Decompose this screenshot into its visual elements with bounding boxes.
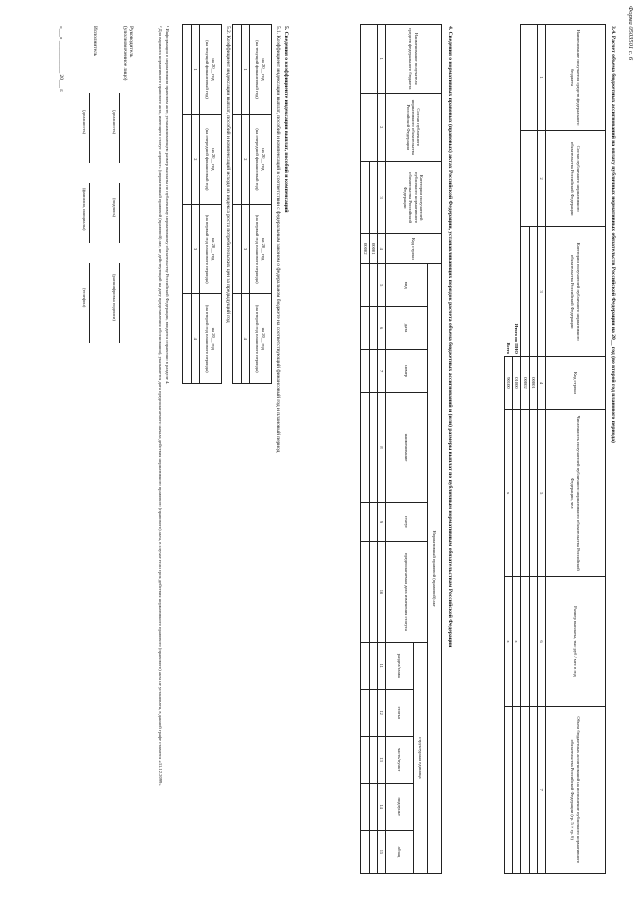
year-label: на 20__ год bbox=[260, 148, 266, 171]
col-header: Наименование получателя средств федерального бюджета bbox=[386, 25, 442, 94]
cell[interactable] bbox=[521, 227, 529, 357]
col-header bbox=[200, 114, 222, 204]
cell[interactable] bbox=[369, 264, 377, 307]
table-header-row bbox=[200, 25, 222, 384]
cell[interactable] bbox=[369, 307, 377, 350]
executor-fio-line[interactable] bbox=[89, 183, 90, 243]
cell[interactable] bbox=[369, 393, 377, 503]
cell[interactable] bbox=[369, 783, 377, 830]
col-header bbox=[250, 204, 272, 294]
period-label: (на первый год планового периода) bbox=[205, 214, 211, 284]
cell[interactable] bbox=[232, 25, 241, 115]
head-signature-line[interactable] bbox=[119, 183, 120, 243]
col-number: 2 bbox=[241, 114, 249, 204]
col-header: Категории получателей публичного нормативного обязательства Российской Федерации bbox=[546, 227, 606, 357]
cell[interactable] bbox=[529, 409, 537, 576]
cell[interactable] bbox=[361, 307, 369, 350]
col-number: 7 bbox=[537, 706, 545, 874]
col-header: Состав публичного нормативного обязательства Российской Федерации bbox=[386, 93, 442, 161]
col-header bbox=[250, 114, 272, 204]
cell[interactable] bbox=[182, 204, 191, 294]
cell[interactable] bbox=[361, 502, 369, 541]
cell[interactable] bbox=[361, 25, 378, 94]
year-label: на 20__ год bbox=[260, 237, 266, 261]
col-header: статья bbox=[386, 689, 414, 736]
col-number: 14 bbox=[377, 783, 385, 830]
cell[interactable] bbox=[521, 25, 538, 131]
col-header: статус bbox=[386, 502, 428, 541]
cell[interactable] bbox=[513, 409, 521, 576]
col-number: 13 bbox=[377, 736, 385, 783]
total-row bbox=[504, 25, 512, 874]
col-header bbox=[200, 204, 222, 294]
cell[interactable] bbox=[232, 294, 241, 384]
table-header-row bbox=[428, 25, 442, 874]
form-code: Форма 0503501 с. 6 bbox=[627, 6, 634, 61]
section-4-title: 4. Сведения о нормативных правовых (правовых) актах Российской Федерации, устанавливающих порядок расчета объема бюджетных ассигнований и (или) размеры выплат по публичным нормативным обязательствам Российской Федерации bbox=[447, 26, 453, 648]
col-number: 1 bbox=[537, 25, 545, 131]
table-row bbox=[529, 25, 537, 874]
col-number: 4 bbox=[377, 234, 385, 264]
period-label: (на второй год планового периода) bbox=[205, 304, 211, 373]
head-position-line[interactable] bbox=[119, 93, 120, 163]
col-header: Численность получателей публичного нормативного обязательства Российской Федерации, чел bbox=[546, 409, 606, 576]
col-number: 3 bbox=[191, 204, 199, 294]
cell[interactable] bbox=[182, 25, 191, 115]
x-mark: х bbox=[504, 577, 512, 706]
year-label: на 20__ год bbox=[210, 148, 216, 171]
head-signature-label: Руководитель (уполномоченное лицо) bbox=[122, 26, 134, 81]
cell[interactable] bbox=[232, 204, 241, 294]
table-header-row bbox=[546, 25, 606, 874]
section-5-2-title: 5.2. Коэффициент индексации выплат, пособий и компенсаций исходя из индекса роста потребительских цен за предыдущий год bbox=[225, 26, 231, 323]
period-label: (на очередной финансовый год) bbox=[255, 128, 261, 191]
section-4-table bbox=[360, 24, 442, 874]
cell[interactable] bbox=[521, 409, 529, 576]
cell[interactable] bbox=[182, 114, 191, 204]
total-label: Всего bbox=[506, 342, 512, 354]
column-number-row bbox=[191, 25, 199, 384]
col-number: 7 bbox=[377, 350, 385, 393]
x-mark: х bbox=[513, 577, 521, 706]
col-number: 15 bbox=[377, 830, 385, 873]
col-header: Размер выплаты, тыс руб / мес в год bbox=[546, 577, 606, 706]
cell[interactable] bbox=[361, 161, 369, 233]
col-header: номер bbox=[386, 350, 428, 393]
head-decoding-line[interactable] bbox=[119, 263, 120, 343]
cell[interactable] bbox=[361, 642, 369, 689]
col-number: 5 bbox=[537, 409, 545, 576]
cell[interactable] bbox=[369, 736, 377, 783]
period-label: (на текущий финансовый год) bbox=[205, 40, 211, 99]
col-header: наименование bbox=[386, 393, 428, 503]
group-header: структурная единица bbox=[414, 642, 428, 873]
cell[interactable] bbox=[361, 689, 369, 736]
cell[interactable] bbox=[529, 706, 537, 874]
executor-position-line[interactable] bbox=[89, 93, 90, 163]
col-header: Объем бюджетных ассигнований на исполнение публичного нормативного обязательства Российской Федерации (гр. 5 × гр. 6) bbox=[546, 706, 606, 874]
phone-caption: (телефон) bbox=[82, 288, 87, 308]
section-3-4-title: 3.4. Расчет объема бюджетных ассигнований на оплату публичных нормативных обязательств Российской Федерации на 20__ год (во второй год планового периода) bbox=[610, 26, 616, 443]
cell[interactable] bbox=[521, 130, 538, 226]
year-label: на 20__ год bbox=[210, 58, 216, 81]
col-header: Код строки bbox=[386, 234, 442, 264]
col-number: 8 bbox=[377, 393, 385, 503]
footnote-1: ¹ Информация о нормативном правовом акте, устанавливающем размер выплаты по публичному нормативному обязательству Российской Федерации, вводится справочно в разделе 4. bbox=[165, 26, 170, 385]
cell[interactable] bbox=[369, 689, 377, 736]
col-header: часть/пункт bbox=[386, 736, 414, 783]
col-number: 1 bbox=[377, 25, 385, 94]
col-header bbox=[250, 294, 272, 384]
col-number: 4 bbox=[241, 294, 249, 384]
col-header: Код строки bbox=[546, 356, 606, 409]
section-5-1-title: 5.1. Коэффициент индексации выплат, пособий и компенсаций в соответствии с федеральным законом о федеральном бюджете на соответствующий финансовый год и плановый период bbox=[275, 26, 281, 453]
year-label: на 20__ год bbox=[260, 327, 266, 350]
total-ppo-row bbox=[513, 25, 521, 874]
col-number: 4 bbox=[537, 356, 545, 409]
column-number-row bbox=[537, 25, 545, 874]
col-number: 4 bbox=[191, 294, 199, 384]
col-header: подпункт bbox=[386, 783, 414, 830]
column-number-row bbox=[241, 25, 249, 384]
cell[interactable] bbox=[361, 783, 369, 830]
col-header bbox=[200, 294, 222, 384]
table-row bbox=[232, 25, 241, 384]
col-number: 11 bbox=[377, 642, 385, 689]
cell[interactable] bbox=[529, 577, 537, 706]
cell[interactable] bbox=[182, 294, 191, 384]
cell[interactable] bbox=[232, 114, 241, 204]
cell[interactable] bbox=[504, 706, 512, 874]
cell[interactable] bbox=[521, 706, 529, 874]
date-field[interactable]: «___» ____________ 20___ г. bbox=[58, 26, 64, 93]
col-number: 5 bbox=[377, 264, 385, 307]
col-number: 6 bbox=[377, 307, 385, 350]
cell[interactable] bbox=[513, 706, 521, 874]
decoding-caption: (расшифровка подписи) bbox=[112, 274, 117, 321]
col-number: 1 bbox=[241, 25, 249, 115]
period-label: (на очередной финансовый год) bbox=[205, 128, 211, 191]
year-label: на 20__ год bbox=[210, 327, 216, 350]
col-number: 10 bbox=[377, 542, 385, 642]
col-number: 12 bbox=[377, 689, 385, 736]
cell[interactable] bbox=[369, 502, 377, 541]
period-label: (на первый год планового периода) bbox=[255, 214, 261, 284]
cell[interactable] bbox=[361, 93, 378, 161]
table-row bbox=[369, 25, 377, 874]
cell[interactable] bbox=[369, 161, 377, 233]
cell[interactable] bbox=[369, 350, 377, 393]
position-caption: (должность) bbox=[112, 110, 117, 135]
cell[interactable] bbox=[369, 642, 377, 689]
col-header: дата bbox=[386, 307, 428, 350]
col-number: 1 bbox=[191, 25, 199, 115]
cell[interactable] bbox=[361, 542, 369, 642]
table-header-row bbox=[250, 25, 272, 384]
cell[interactable] bbox=[369, 542, 377, 642]
col-header: абзац bbox=[386, 830, 414, 873]
col-number: 3 bbox=[377, 161, 385, 233]
section-5-2-table bbox=[182, 24, 222, 384]
cell[interactable] bbox=[361, 830, 369, 873]
group-header: Нормативный правовой (правовой) акт bbox=[428, 264, 442, 874]
position-caption: (должность) bbox=[82, 110, 87, 135]
executor-phone-line[interactable] bbox=[89, 263, 90, 343]
rotated-form-content bbox=[20, 18, 620, 888]
column-number-row bbox=[377, 25, 385, 874]
row-code: 00002 bbox=[521, 356, 529, 409]
cell[interactable] bbox=[529, 227, 537, 357]
signature-caption: (подпись) bbox=[112, 198, 117, 218]
total-ppo-label: Итого по ПНО bbox=[514, 323, 520, 354]
section-5-1-table bbox=[232, 24, 272, 384]
cell[interactable] bbox=[521, 577, 529, 706]
col-header: Состав публичного нормативного обязательства Российской Федерации bbox=[546, 130, 606, 226]
row-code: 00002 bbox=[361, 234, 369, 264]
year-label: на 20__ год bbox=[260, 58, 266, 81]
col-number: 3 bbox=[241, 204, 249, 294]
cell[interactable] bbox=[369, 830, 377, 873]
col-header: предполагаемая дата изменения статуса bbox=[386, 542, 428, 642]
section-5-title: 5. Сведения о коэффициенте индексации выплат, пособий и компенсаций bbox=[283, 26, 289, 213]
table-row bbox=[182, 25, 191, 384]
year-label: на 20__ год bbox=[210, 237, 216, 261]
col-number: 2 bbox=[537, 130, 545, 226]
section-3-4-table bbox=[504, 24, 606, 874]
footnote-2: ² Для варианта нормативного правового акта, имеющего статус «проект» (нормативный правовой (правовой) акт, не действующий на дату представления обоснования), указывается дата предполагаемого начала действия нормативного правового (правового) акта, в случае если срок действия нормативного правового (правового) акта не установлен, в данной графе ставится «31.12.2099» bbox=[158, 26, 163, 786]
row-code: 00001 bbox=[369, 234, 377, 264]
col-number: 9 bbox=[377, 502, 385, 541]
executor-label: Исполнитель bbox=[92, 26, 98, 57]
col-header bbox=[200, 25, 222, 115]
fio-caption: (фамилия, инициалы) bbox=[82, 188, 87, 231]
cell[interactable] bbox=[361, 350, 369, 393]
cell[interactable] bbox=[361, 264, 369, 307]
x-mark: х bbox=[504, 409, 512, 576]
row-code: 01000 bbox=[513, 356, 521, 409]
col-number: 2 bbox=[191, 114, 199, 204]
cell[interactable] bbox=[361, 393, 369, 503]
col-header: Наименование получателя средств федерального бюджета bbox=[546, 25, 606, 131]
period-label: (на текущий финансовый год) bbox=[255, 40, 261, 99]
col-number: 2 bbox=[377, 93, 385, 161]
col-header: вид bbox=[386, 264, 428, 307]
period-label: (на второй год планового периода) bbox=[255, 304, 261, 373]
row-code: 00001 bbox=[529, 356, 537, 409]
col-number: 3 bbox=[537, 227, 545, 357]
col-header bbox=[250, 25, 272, 115]
cell[interactable] bbox=[361, 736, 369, 783]
col-header: Категории получателей публичного нормативного обязательства Российской Федерации bbox=[386, 161, 442, 233]
row-code: 90100 bbox=[504, 356, 512, 409]
col-number: 6 bbox=[537, 577, 545, 706]
col-header: раздел/глава bbox=[386, 642, 414, 689]
